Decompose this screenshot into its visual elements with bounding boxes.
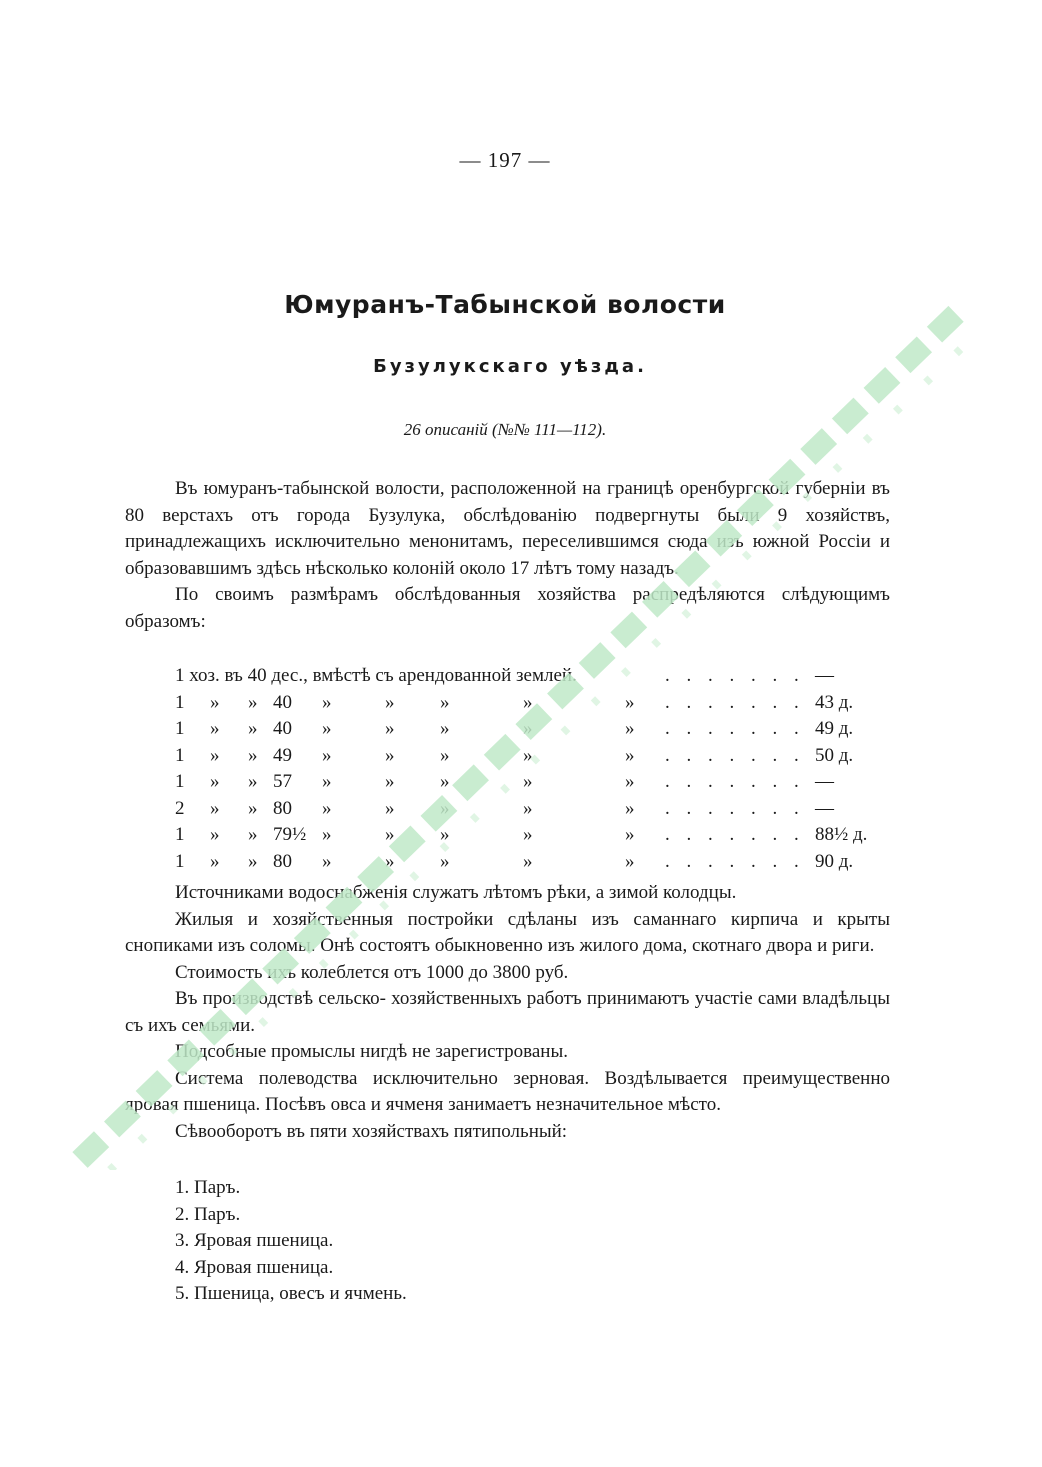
ditto-mark: » (385, 797, 395, 819)
rotation-item: 1. Паръ. (175, 1177, 241, 1198)
rotation-item: 3. Яровая пшеница. (175, 1230, 334, 1251)
ditto-mark: » (440, 850, 450, 872)
ditto-mark: » (248, 797, 258, 819)
body-text (125, 880, 890, 1145)
farm-result: 50 д. (815, 744, 854, 766)
ditto-mark: » (210, 797, 220, 819)
leader-dots: . . . . . . . (665, 691, 805, 713)
ditto-mark: » (625, 744, 635, 766)
labor-paragraph: Въ производствѣ сельско- хозяйственныхъ работъ принимаютъ участіе сами владѣльцы съ ихъ семьями. (125, 988, 890, 1036)
farm-area: 40 (273, 718, 292, 739)
ditto-mark: » (625, 824, 635, 845)
ditto-mark: » (322, 718, 332, 739)
ditto-mark: » (248, 744, 258, 766)
farm-count: 2 (175, 797, 185, 819)
farm-size-table (125, 665, 905, 877)
ditto-mark: » (440, 691, 450, 713)
farm-count: 1 (175, 718, 185, 739)
farm-row-header (125, 665, 905, 692)
water-paragraph: Источниками водоснабженія служатъ лѣтомъ рѣки, а зимой колодцы. (175, 882, 737, 903)
farm-result: 88½ д. (815, 824, 868, 845)
farm-row (125, 718, 905, 745)
farm-row (125, 798, 905, 825)
ditto-mark: » (210, 824, 220, 845)
leader-dots: . . . . . . . (665, 665, 805, 686)
page-number: — 197 — (459, 148, 551, 172)
crop-rotation-list (175, 1175, 407, 1308)
farm-count: 1 (175, 850, 185, 872)
ditto-mark: » (523, 771, 533, 792)
ditto-mark: » (322, 744, 332, 766)
cost-paragraph: Стоимость ихъ колеблется отъ 1000 до 3800 руб. (175, 961, 569, 983)
intro-paragraph-1: Въ юмуранъ-табынской волости, расположенной на границѣ оренбургской губерніи въ 80 верстахъ отъ города Бузулука, обслѣдованію подвергнуты были 9 хозяйствъ, принадлежащихъ исключительно менонитамъ, переселившимся сюда изъ южной Россіи и образовавшимъ здѣсь нѣсколько колоній около 17 лѣтъ тому назадъ. (125, 478, 890, 579)
leader-dots: . . . . . . . (665, 850, 805, 872)
ditto-mark: » (385, 744, 395, 766)
ditto-mark: » (210, 691, 220, 713)
ditto-mark: » (440, 824, 450, 845)
section-title: Юмуранъ-Табынской волости (284, 290, 726, 319)
leader-dots: . . . . . . . (665, 744, 805, 766)
ditto-mark: » (248, 824, 258, 845)
farm-row-text: 1 хоз. въ 40 дес., вмѣстѣ съ арендованной землей. (175, 665, 577, 686)
ditto-mark: » (523, 744, 533, 766)
farm-rows (125, 692, 905, 878)
ditto-mark: » (322, 771, 332, 792)
ditto-mark: » (248, 691, 258, 713)
leader-dots: . . . . . . . (665, 718, 805, 739)
ditto-mark: » (440, 718, 450, 739)
ditto-mark: » (440, 771, 450, 792)
ditto-mark: » (210, 744, 220, 766)
farm-area: 79½ (273, 824, 307, 845)
ditto-mark: » (322, 797, 332, 819)
ditto-mark: » (248, 718, 258, 739)
ditto-mark: » (322, 850, 332, 872)
ditto-mark: » (523, 691, 533, 713)
farm-row (125, 851, 905, 878)
ditto-mark: » (210, 850, 220, 872)
farm-row (125, 771, 905, 798)
farm-area: 40 (273, 691, 292, 713)
section-subtitle: Бузулукскаго уѣзда. (373, 356, 647, 377)
farm-result: — (815, 665, 834, 686)
ditto-mark: » (523, 718, 533, 739)
ditto-mark: » (385, 850, 395, 872)
ditto-mark: » (523, 824, 533, 845)
ditto-mark: » (385, 824, 395, 845)
ditto-mark: » (210, 771, 220, 792)
farm-row (125, 745, 905, 772)
farm-result: 49 д. (815, 718, 854, 739)
ditto-mark: » (523, 850, 533, 872)
ditto-mark: » (322, 691, 332, 713)
ditto-mark: » (440, 797, 450, 819)
leader-dots: . . . . . . . (665, 797, 805, 819)
farm-result: 43 д. (815, 691, 854, 713)
ditto-mark: » (625, 771, 635, 792)
ditto-mark: » (625, 850, 635, 872)
farm-result: — (815, 797, 834, 819)
rotation-item: 5. Пшеница, овесъ и ячмень. (175, 1283, 407, 1304)
ditto-mark: » (385, 718, 395, 739)
farm-count: 1 (175, 744, 185, 766)
ditto-mark: » (440, 744, 450, 766)
farm-row (125, 824, 905, 851)
farm-count: 1 (175, 771, 185, 792)
farm-row (125, 692, 905, 719)
ditto-mark: » (385, 771, 395, 792)
rotation-intro: Сѣвооборотъ въ пяти хозяйствахъ пятипольный: (175, 1120, 568, 1142)
ditto-mark: » (248, 771, 258, 792)
buildings-paragraph: Жилыя и хозяйственныя постройки сдѣланы изъ саманнаго кирпича и крыты снопиками изъ соломы. Онѣ состоятъ обыкновенно изъ жилого дома, скотнаго двора и риги. (125, 908, 890, 956)
intro-paragraph-2: По своимъ размѣрамъ обслѣдованныя хозяйства распредѣляются слѣдующимъ образомъ: (125, 584, 890, 632)
ditto-mark: » (625, 691, 635, 713)
ditto-mark: » (210, 718, 220, 739)
intro-text (125, 476, 890, 635)
farm-result: 90 д. (815, 850, 854, 872)
rotation-item: 4. Яровая пшеница. (175, 1256, 334, 1278)
leader-dots: . . . . . . . (665, 824, 805, 845)
ditto-mark: » (322, 824, 332, 845)
farm-area: 49 (273, 744, 292, 766)
farm-area: 80 (273, 797, 292, 819)
farm-area: 57 (273, 771, 292, 792)
trades-paragraph: Подсобные промыслы нигдѣ не зарегистрованы. (175, 1041, 568, 1062)
farm-result: — (815, 771, 834, 792)
ditto-mark: » (523, 797, 533, 819)
ditto-mark: » (385, 691, 395, 713)
rotation-item: 2. Паръ. (175, 1203, 241, 1225)
descriptions-range: 26 описаній (№№ 111—112). (403, 420, 607, 439)
farm-count: 1 (175, 691, 185, 713)
ditto-mark: » (625, 718, 635, 739)
leader-dots: . . . . . . . (665, 771, 805, 792)
farm-area: 80 (273, 850, 292, 872)
ditto-mark: » (625, 797, 635, 819)
ditto-mark: » (248, 850, 258, 872)
farm-count: 1 (175, 824, 185, 845)
system-paragraph: Система полеводства исключительно зерновая. Воздѣлывается преимущественно яровая пшеница. Посѣвъ овса и ячменя занимаетъ незначительное мѣсто. (125, 1067, 890, 1115)
